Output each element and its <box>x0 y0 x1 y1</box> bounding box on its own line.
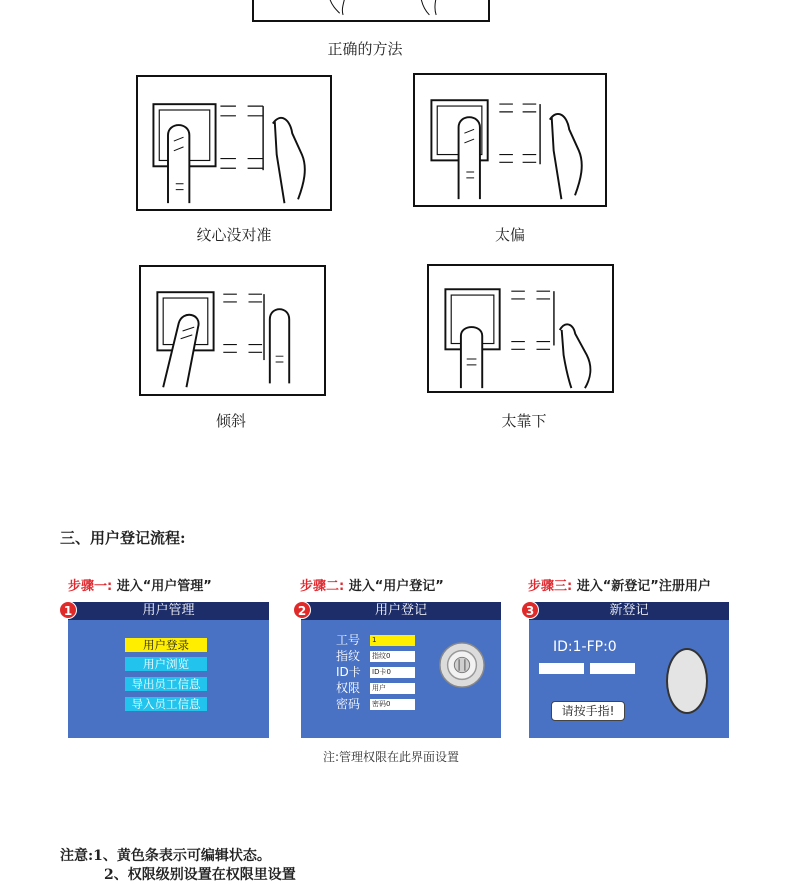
screen-1-title: 用户管理 <box>68 602 269 620</box>
caption-tilted: 倾斜 <box>215 412 246 430</box>
step-2-text: 进入“用户登记” <box>348 579 444 594</box>
caption-off-center: 纹心没对准 <box>196 226 272 244</box>
fingerprint-sensor-icon <box>438 641 486 689</box>
screen-3-title: 新登记 <box>529 602 729 620</box>
template-slot-2 <box>590 663 635 674</box>
too-off-illustration <box>413 73 607 207</box>
press-finger-prompt: 请按手指! <box>551 701 625 721</box>
step-1-prefix: 步骤一: <box>68 579 113 594</box>
step-3-badge: 3 <box>521 601 539 619</box>
field-value-privilege[interactable]: 用户 <box>370 683 415 694</box>
field-label-fingerprint: 指纹 <box>336 649 361 663</box>
fingerprint-oval-icon <box>666 648 708 714</box>
attention-line-1: 注意:1、黄色条表示可编辑状态。 <box>60 848 271 864</box>
step-2-badge: 2 <box>293 601 311 619</box>
caption-too-off: 太偏 <box>494 226 525 244</box>
menu-item-user-browse[interactable]: 用户浏览 <box>125 657 207 671</box>
step-1-badge: 1 <box>59 601 77 619</box>
menu-item-user-login[interactable]: 用户登录 <box>125 638 207 652</box>
user-management-screen <box>68 602 269 738</box>
privilege-note: 注:管理权限在此界面设置 <box>323 750 460 764</box>
tilted-illustration <box>139 265 326 396</box>
step-1-label <box>68 575 212 594</box>
caption-too-low: 太靠下 <box>501 412 547 430</box>
correct-method-illustration <box>252 0 490 22</box>
step-3-label <box>528 575 711 594</box>
template-slot-1 <box>539 663 584 674</box>
new-registration-screen <box>529 602 729 738</box>
user-registration-screen <box>301 602 501 738</box>
field-label-id: 工号 <box>336 633 361 647</box>
field-label-privilege: 权限 <box>336 681 361 695</box>
field-value-fingerprint[interactable]: 指纹0 <box>370 651 415 662</box>
attention-line-2: 2、权限级别设置在权限里设置 <box>104 867 296 883</box>
off-center-illustration <box>136 75 332 211</box>
field-label-password: 密码 <box>336 697 361 711</box>
menu-item-export-staff[interactable]: 导出员工信息 <box>125 677 207 691</box>
step-2-prefix: 步骤二: <box>300 579 345 594</box>
step-2-label <box>300 575 444 594</box>
menu-item-import-staff[interactable]: 导入员工信息 <box>125 697 207 711</box>
too-low-illustration <box>427 264 614 393</box>
screen-2-title: 用户登记 <box>301 602 501 620</box>
field-value-password[interactable]: 密码0 <box>370 699 415 710</box>
step-3-prefix: 步骤三: <box>528 579 573 594</box>
section-title: 三、用户登记流程: <box>60 529 186 547</box>
finger-illustration-icon <box>254 0 488 20</box>
caption-correct: 正确的方法 <box>327 40 403 58</box>
step-3-text: 进入“新登记”注册用户 <box>576 579 711 594</box>
step-1-text: 进入“用户管理” <box>116 579 212 594</box>
field-label-card: ID卡 <box>336 665 361 679</box>
field-value-id[interactable]: 1 <box>370 635 415 646</box>
field-value-card[interactable]: ID卡0 <box>370 667 415 678</box>
id-fp-readout: ID:1-FP:0 <box>553 639 617 655</box>
